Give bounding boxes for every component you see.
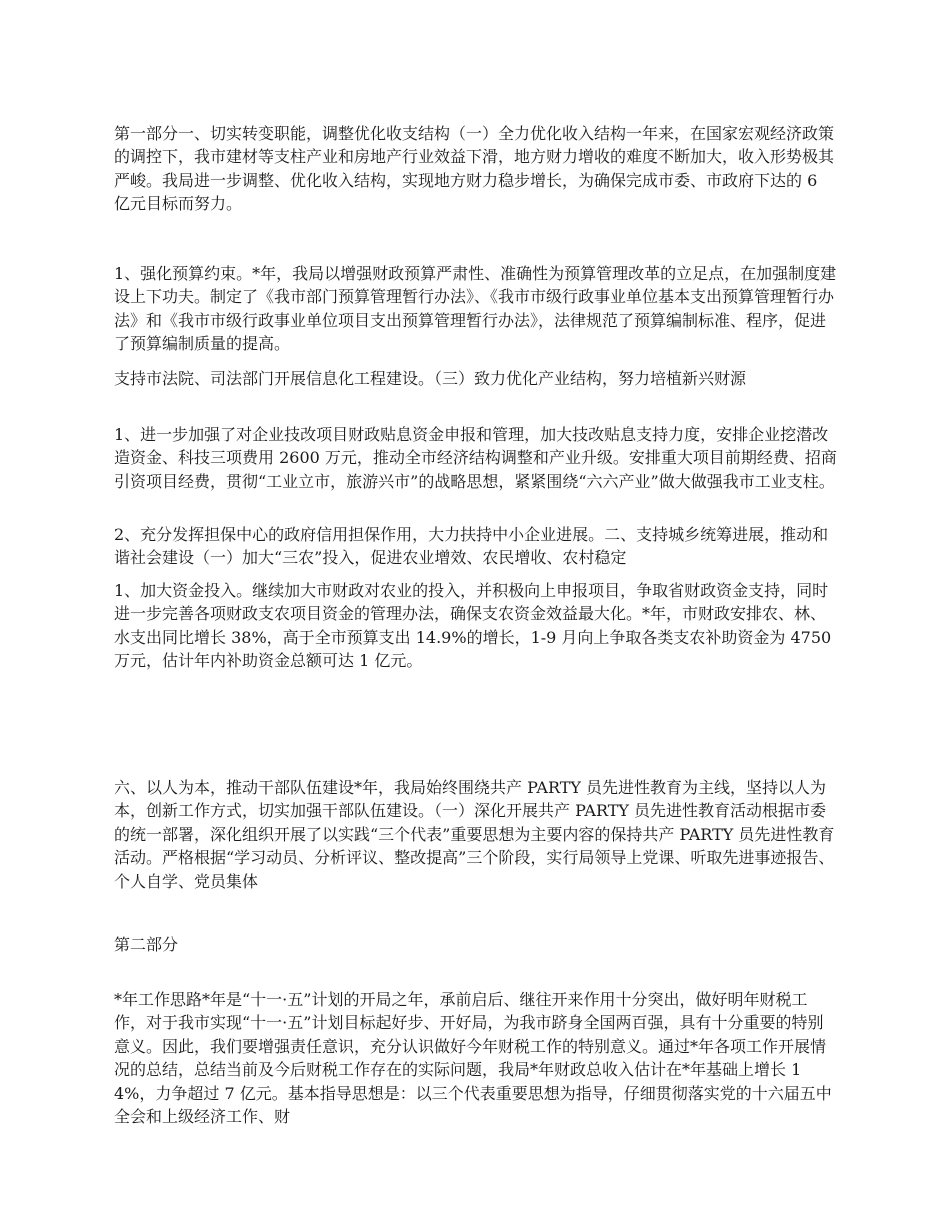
paragraph-court-informatization: 支持市法院、司法部门开展信息化工程建设。（三）致力优化产业结构，努力培植新兴财源 <box>114 369 747 388</box>
section-heading-part-two: 第二部分 <box>114 935 179 954</box>
paragraph-tech-upgrade: 1、进一步加强了对企业技改项目财政贴息资金申报和管理，加大技改贴息支持力度，安排企业挖潜改造资金、科技三项费用 2600 万元，推动全市经济结构调整和产业升级。安排重大项目前期经费、招商引资项目经费，贯彻“工业立市，旅游兴市”的战略思想，紧紧围绕“六六产业”做大做强我市工业支柱。 <box>114 425 837 491</box>
paragraph-budget-constraint: 1、强化预算约束。*年，我局以增强财政预算严肃性、准确性为预算管理改革的立足点，在加强制度建设上下功夫。制定了《我市部门预算管理暂行办法》、《我市市级行政事业单位基本支出预算管理暂行办法》和《我市市级行政事业单位项目支出预算管理暂行办法》，法律规范了预算编制标准、程序，促进了预算编制质量的提高。 <box>114 264 837 354</box>
paragraph-cadre-building: 六、以人为本，推动干部队伍建设*年，我局始终围绕共产 PARTY 员先进性教育为主线，坚持以人为本，创新工作方式，切实加强干部队伍建设。（一）深化开展共产 PARTY 员先进性教育活动根据市委的统一部署，深化组织开展了以实践“三个代表”重要思想为主要内容的保持共产 PARTY 员先进性教育活动。严格根据“学习动员、分析评议、整改提高”三个阶段，实行局领导上党课、听取先进事迹报告、个人自学、党员集体 <box>114 778 835 891</box>
paragraph-agriculture-funding: 1、加大资金投入。继续加大市财政对农业的投入，并积极向上申报项目，争取省财政资金支持，同时进一步完善各项财政支农项目资金的管理办法，确保支农资金效益最大化。*年，市财政安排农、林、水支出同比增长 38%，高于全市预算支出 14.9%的增长，1-9 月向上争取各类支农补助资金为 4750 万元，估计年内补助资金总额可达 1 亿元。 <box>114 581 832 671</box>
paragraph-guarantee-center: 2、充分发挥担保中心的政府信用担保作用，大力扶持中小企业进展。二、支持城乡统筹进展，推动和谐社会建设（一）加大“三农”投入，促进农业增效、农民增收、农村稳定 <box>114 525 829 568</box>
paragraph-part-one-intro: 第一部分一、切实转变职能，调整优化收支结构（一）全力优化收入结构一年来，在国家宏观经济政策的调控下，我市建材等支柱产业和房地产行业效益下滑，地方财力增收的难度不断加大，收入形势极其严峻。我局进一步调整、优化收入结构，实现地方财力稳步增长，为确保完成市委、市政府下达的 6 亿元目标而努力。 <box>114 124 835 214</box>
paragraph-work-plan: *年工作思路*年是“十一·五”计划的开局之年，承前启后、继往开来作用十分突出，做好明年财税工作，对于我市实现“十一·五”计划目标起好步、开好局，为我市跻身全国两百强，具有十分重要的特别意义。因此，我们要增强责任意识，充分认识做好今年财税工作的特别意义。通过*年各项工作开展情况的总结，总结当前及今后财税工作存在的实际问题，我局*年财政总收入估计在*年基础上增长 14%，力争超过 7 亿元。基本指导思想是：以三个代表重要思想为指导，仔细贯彻落实党的十六届五中全会和上级经济工作、财 <box>114 990 832 1127</box>
